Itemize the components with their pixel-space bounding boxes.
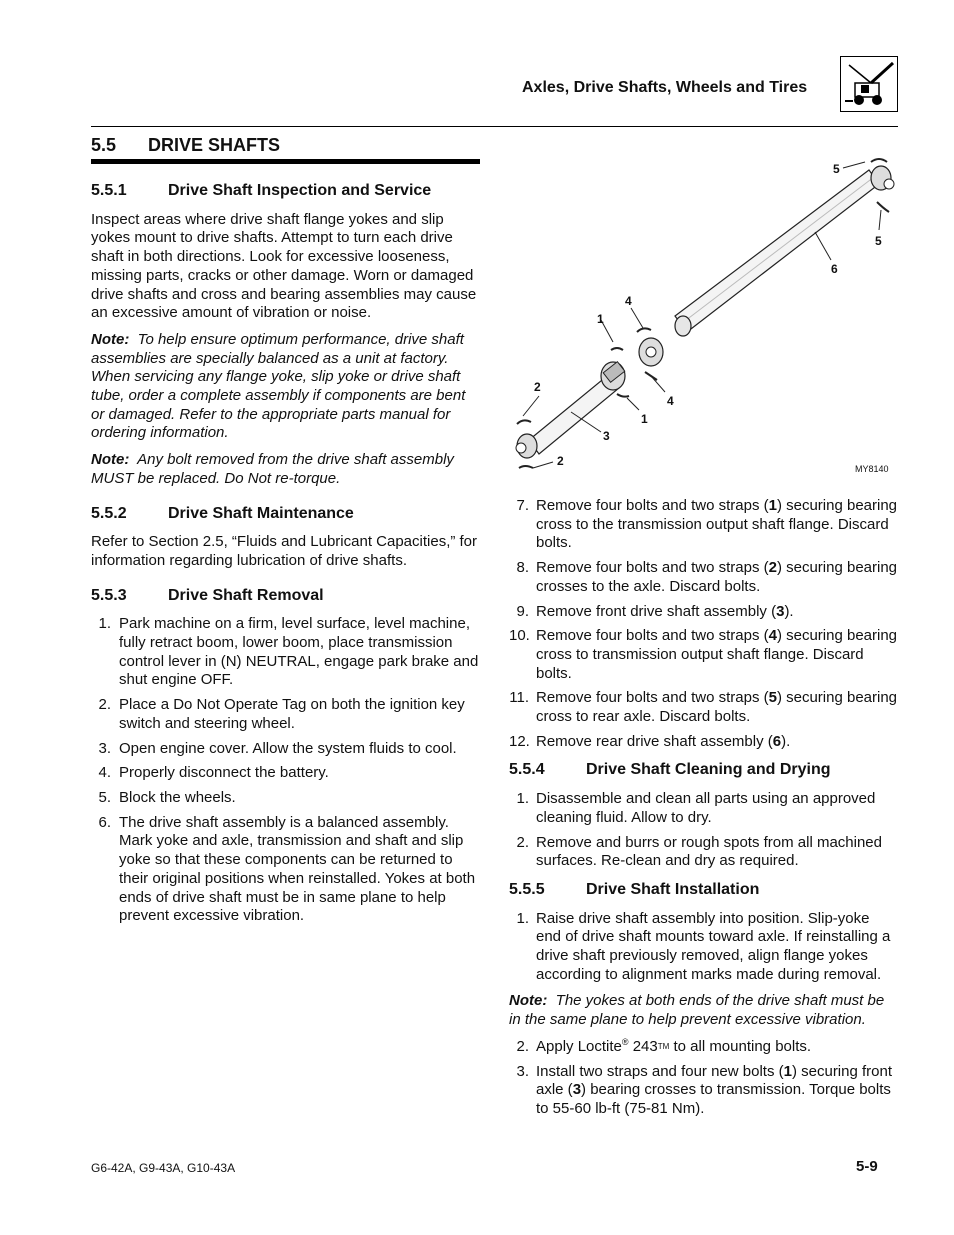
list-item: 3. Open engine cover. Allow the system fluids to cool. [98,739,457,757]
inspection-paragraph: Inspect areas where drive shaft flange yokes and slip yokes mount to drive shafts. Attempt to turn each drive shaft in both directions. Look for excessive looseness, missing parts, cracks or other damage. Worn or damaged drive shafts and cross and bearing assemblies may cause an excessive amount of vibration or noise. [91,210,477,322]
callout-label: 5 [833,162,840,176]
right-column [509,497,898,1119]
figure-id: MY8140 [855,464,889,474]
section-title-text: DRIVE SHAFTS [148,135,281,155]
note-bolt-replacement [91,451,480,488]
section-number: 5.5 [91,135,117,155]
subsection-heading-5-5-3 [91,587,480,606]
left-column [91,182,480,926]
header-rule [91,126,898,127]
header-title: Axles, Drive Shafts, Wheels and Tires [522,79,808,96]
note-text: Any bolt removed from the drive shaft assembly MUST be replaced. Do Not re-torque. [91,451,454,487]
subsection-title: Drive Shaft Maintenance [168,504,354,522]
list-item: 1. Park machine on a firm, level surface, level machine, fully retract boom, lower boom, place transmission control lever in (N) NEUTRAL, engage park brake and shut engine OFF. [98,615,479,689]
section-title [91,135,280,156]
subsection-title: Drive Shaft Removal [168,586,324,604]
list-item: 7. Remove four bolts and two straps (1) securing bearing cross to the transmission output shaft flange. Discard bolts. [516,497,898,552]
callout-label: 3 [603,429,610,443]
callout-label: 2 [534,380,541,394]
list-item: 5. Block the wheels. [98,788,236,806]
drive-shaft-figure [509,150,898,480]
maintenance-paragraph: Refer to Section 2.5, “Fluids and Lubricant Capacities,” for information regarding lubrication of drive shafts. [91,533,478,569]
list-item: 10. Remove four bolts and two straps (4) securing bearing cross to transmission output shaft flange. Discard bolts. [509,627,898,682]
subsection-heading-5-5-4 [509,761,898,780]
installation-steps-list [509,910,898,985]
note-balanced-assembly [91,331,480,443]
list-item: 6. The drive shaft assembly is a balanced assembly. Mark yoke and axle, transmission and shaft and slip yoke so that these components can be returned to their original positions when reinstalled. Yokes at both ends of drive shaft must be in same plane to help prevent excessive vibration. [98,813,476,925]
callout-label: 1 [641,412,648,426]
list-item: 4. Properly disconnect the battery. [98,764,329,782]
note-label: Note: [91,451,130,469]
list-item: 3. Install two straps and four new bolts (1) securing front axle (3) bearing crosses to transmission. Torque bolts to 55-60 lb-ft (75-81 Nm). [516,1062,893,1117]
note-yokes-same-plane [509,992,898,1029]
list-item: 9. Remove front drive shaft assembly (3). [516,602,794,620]
list-item: 1. Raise drive shaft assembly into position. Slip-yoke end of drive shaft mounts toward axle. If reinstalling a drive shaft previously removed, align flange yokes according to alignment marks made during removal. [516,909,891,983]
installation-steps-list-continued [509,1038,898,1119]
subsection-number: 5.5.2 [91,504,127,522]
subsection-title: Drive Shaft Cleaning and Drying [586,761,831,779]
telehandler-icon [840,56,898,112]
subsection-number: 5.5.3 [91,586,127,604]
callout-label: 1 [597,312,604,326]
callout-label: 4 [667,394,674,408]
callout-label: 4 [625,294,632,308]
list-item: 11. Remove four bolts and two straps (5) securing bearing cross to rear axle. Discard bolts. [509,689,898,726]
page-number: 5-9 [856,1158,878,1175]
list-item: 2. Remove and burrs or rough spots from all machined surfaces. Re-clean and dry as required. [516,833,882,870]
note-label: Note: [91,330,130,348]
list-item: 2. Apply Loctite® 243TM to all mounting bolts. [516,1036,812,1055]
callout-label: 5 [875,234,882,248]
list-item: 2. Place a Do Not Operate Tag on both the ignition key switch and steering wheel. [98,696,465,732]
drive-shaft-illustration [509,150,898,480]
note-label: Note: [509,992,548,1010]
removal-steps-continued [509,497,898,751]
cleaning-steps-list [509,790,898,871]
callout-label: 2 [557,454,564,468]
subsection-number: 5.5.1 [91,182,127,199]
list-item: 8. Remove four bolts and two straps (2) securing bearing crosses to the axle. Discard bolts. [516,559,898,595]
callout-label: 6 [831,262,838,276]
subsection-heading-5-5-2 [91,505,480,524]
removal-steps-list [91,615,480,926]
note-text: To help ensure optimum performance, drive shaft assemblies are specially balanced as a unit at factory. When servicing any flange yoke, slip yoke or drive shaft tube, order a complete assembly if components are bent or damaged. Refer to the appropriate parts manual for ordering information. [91,330,466,442]
list-item: 1. Disassemble and clean all parts using an approved cleaning fluid. Allow to dry. [516,790,876,826]
list-item: 12. Remove rear drive shaft assembly (6). [509,732,791,750]
subsection-number: 5.5.4 [509,761,545,779]
subsection-number: 5.5.5 [509,880,545,898]
subsection-heading-5-5-1 [91,182,480,201]
subsection-heading-5-5-5 [509,881,898,900]
section-title-bar [91,159,480,164]
footer-models: G6-42A, G9-43A, G10-43A [91,1161,236,1175]
subsection-title: Drive Shaft Installation [586,880,760,898]
note-text: The yokes at both ends of the drive shaft must be in the same plane to help prevent excessive vibration. [509,992,885,1029]
subsection-title: Drive Shaft Inspection and Service [168,182,432,199]
